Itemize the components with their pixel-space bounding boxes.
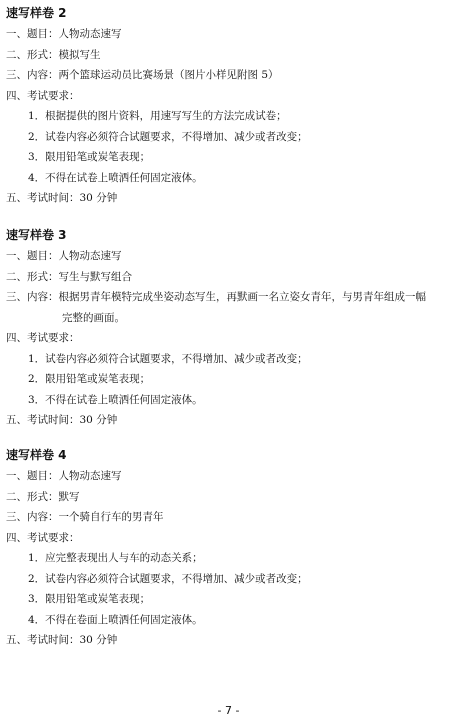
format-line: 二、形式：模拟写生 (6, 48, 101, 61)
content-line: 三、内容：一个骑自行车的男青年 (6, 511, 164, 523)
requirement-item: 4．不得在卷面上喷洒任何固定液体。 (28, 613, 203, 626)
exam-section-3 (6, 224, 451, 431)
exam-section-2 (6, 2, 451, 209)
requirements-heading: 四、考试要求： (6, 531, 80, 544)
requirement-item: 1．试卷内容必须符合试题要求，不得增加、减少或者改变； (28, 352, 308, 365)
section-title: 速写样卷 4 (6, 448, 67, 462)
requirements-heading: 四、考试要求： (6, 89, 80, 102)
format-line: 二、形式：写生与默写组合 (6, 270, 132, 283)
requirement-item: 2．试卷内容必须符合试题要求，不得增加、减少或者改变； (28, 130, 308, 143)
page-number: - 7 - (217, 704, 240, 717)
requirement-item: 2．试卷内容必须符合试题要求，不得增加、减少或者改变； (28, 572, 308, 585)
time-line: 五、考试时间：30 分钟 (6, 634, 118, 646)
topic-line: 一、题目：人物动态速写 (6, 250, 122, 262)
requirement-item: 3．限用铅笔或炭笔表现； (28, 593, 151, 605)
content-line: 三、内容：两个篮球运动员比赛场景（图片小样见附图 5） (6, 69, 279, 81)
content-line-continued: 完整的画面。 (62, 311, 125, 324)
requirement-item: 3．限用铅笔或炭笔表现； (28, 151, 151, 163)
requirement-item: 3．不得在试卷上喷洒任何固定液体。 (28, 393, 203, 406)
content-line: 三、内容：根据男青年模特完成坐姿动态写生，再默画一名立姿女青年，与男青年组成一幅 (6, 291, 426, 303)
topic-line: 一、题目：人物动态速写 (6, 470, 122, 482)
time-line: 五、考试时间：30 分钟 (6, 414, 118, 426)
requirements-heading: 四、考试要求： (6, 332, 80, 344)
requirement-item: 4．不得在试卷上喷洒任何固定液体。 (28, 171, 203, 184)
requirement-item: 2．限用铅笔或炭笔表现； (28, 373, 151, 385)
topic-line: 一、题目：人物动态速写 (6, 28, 122, 40)
requirement-item: 1．根据提供的图片资料，用速写写生的方法完成试卷； (28, 110, 287, 122)
section-title: 速写样卷 3 (6, 228, 67, 242)
requirement-item: 1．应完整表现出人与车的动态关系； (28, 552, 203, 564)
format-line: 二、形式：默写 (6, 490, 80, 503)
time-line: 五、考试时间：30 分钟 (6, 192, 118, 204)
section-title: 速写样卷 2 (6, 6, 67, 20)
exam-section-4 (6, 444, 451, 651)
